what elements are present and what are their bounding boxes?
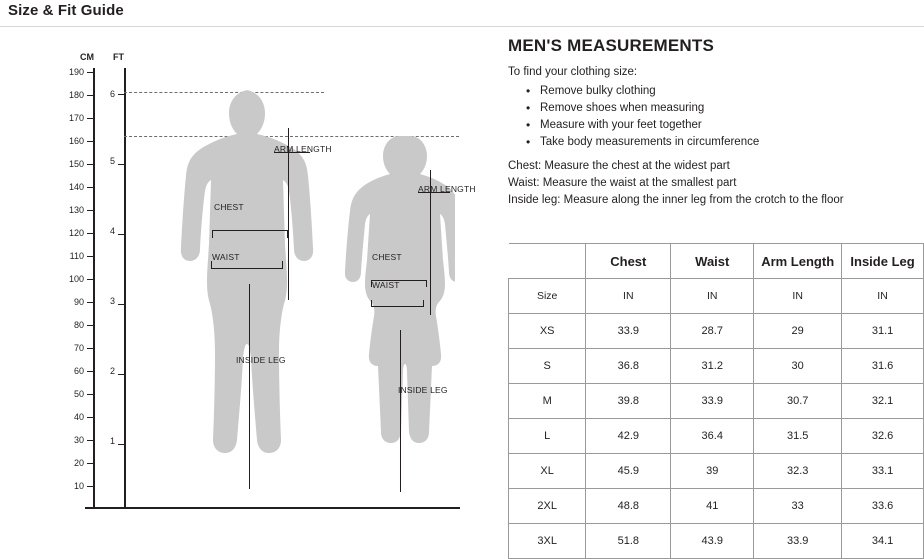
female-waist-tick-left xyxy=(371,300,372,307)
cell-inside: 32.6 xyxy=(842,419,924,454)
table-row xyxy=(509,384,924,419)
cm-tick xyxy=(87,394,94,395)
cm-axis xyxy=(93,68,95,508)
female-waist-tick-right xyxy=(423,300,424,307)
cell-arm: 33.9 xyxy=(754,524,842,559)
cell-inside: 33.1 xyxy=(842,454,924,489)
cell-size: XS xyxy=(509,314,586,349)
male-inside-leg-label: INSIDE LEG xyxy=(236,355,286,365)
ft-tick-label: 6 xyxy=(109,89,115,99)
list-item: • Measure with your feet together xyxy=(526,119,916,131)
cm-tick xyxy=(87,187,94,188)
waist-note: Waist: Measure the waist at the smallest part xyxy=(508,177,737,189)
cm-tick xyxy=(87,348,94,349)
cell-size: L xyxy=(509,419,586,454)
inside-leg-note: Inside leg: Measure along the inner leg from the crotch to the floor xyxy=(508,194,844,206)
cm-tick xyxy=(87,302,94,303)
ft-tick xyxy=(118,304,125,305)
measurements-intro: To find your clothing size: xyxy=(508,66,638,78)
page-title: Size & Fit Guide xyxy=(8,2,124,19)
cm-tick xyxy=(87,72,94,73)
cm-tick xyxy=(87,325,94,326)
cell-waist: 39 xyxy=(671,454,754,489)
table-row xyxy=(509,314,924,349)
cm-tick-label: 130 xyxy=(68,205,84,215)
cell-inside: 34.1 xyxy=(842,524,924,559)
cm-tick xyxy=(87,417,94,418)
cm-tick-label: 160 xyxy=(68,136,84,146)
column-header-chest: Chest xyxy=(586,244,671,279)
ft-tick xyxy=(118,94,125,95)
cell-arm: 30 xyxy=(754,349,842,384)
cell-chest: 45.9 xyxy=(586,454,671,489)
size-table xyxy=(508,243,924,559)
cell-inside: 31.1 xyxy=(842,314,924,349)
column-header-waist: Waist xyxy=(671,244,754,279)
ft-unit-label: FT xyxy=(113,52,124,62)
cell-waist: 36.4 xyxy=(671,419,754,454)
cm-tick xyxy=(87,210,94,211)
ft-tick-label: 5 xyxy=(109,156,115,166)
female-chest-tick-right xyxy=(426,280,427,287)
height-chart-diagram xyxy=(0,30,490,546)
cm-tick-label: 180 xyxy=(68,90,84,100)
cell-size: 3XL xyxy=(509,524,586,559)
ft-axis xyxy=(124,68,126,508)
cell-waist: 41 xyxy=(671,489,754,524)
cell-chest: 36.8 xyxy=(586,349,671,384)
table-row xyxy=(509,349,924,384)
cm-tick xyxy=(87,233,94,234)
cell-chest: 39.8 xyxy=(586,384,671,419)
male-chest-label: CHEST xyxy=(214,202,244,212)
cell-chest: 51.8 xyxy=(586,524,671,559)
cm-tick-label: 40 xyxy=(73,412,84,422)
cm-tick xyxy=(87,463,94,464)
male-waist-tick-right xyxy=(282,261,283,269)
unit-cell-arm: IN xyxy=(754,279,842,314)
chest-note: Chest: Measure the chest at the widest part xyxy=(508,160,730,172)
cell-inside: 31.6 xyxy=(842,349,924,384)
unit-cell-waist: IN xyxy=(671,279,754,314)
cell-arm: 29 xyxy=(754,314,842,349)
female-arm-length-label: ARM LENGTH xyxy=(418,184,476,194)
female-chest-label: CHEST xyxy=(372,252,402,262)
cell-chest: 42.9 xyxy=(586,419,671,454)
male-chest-tick-left xyxy=(212,230,213,238)
cm-tick xyxy=(87,95,94,96)
cm-tick-label: 100 xyxy=(68,274,84,284)
table-row xyxy=(509,454,924,489)
cm-tick-label: 110 xyxy=(69,251,84,261)
measurements-bullet-list xyxy=(508,85,916,148)
list-item: • Remove bulky clothing xyxy=(526,85,916,97)
list-item: • Take body measurements in circumference xyxy=(526,136,916,148)
unit-cell-inside: IN xyxy=(842,279,924,314)
cm-tick-label: 10 xyxy=(73,481,84,491)
male-inside-leg-line xyxy=(249,284,250,489)
ft-tick xyxy=(118,234,125,235)
unit-cell-chest: IN xyxy=(586,279,671,314)
ft-tick-label: 3 xyxy=(109,296,115,306)
cm-tick xyxy=(87,486,94,487)
table-row xyxy=(509,419,924,454)
cm-unit-label: CM xyxy=(80,52,94,62)
ft-tick xyxy=(118,164,125,165)
column-header-inside-leg: Inside Leg xyxy=(842,244,924,279)
male-waist-label: WAIST xyxy=(212,252,240,262)
cell-waist: 28.7 xyxy=(671,314,754,349)
cell-inside: 32.1 xyxy=(842,384,924,419)
cell-waist: 31.2 xyxy=(671,349,754,384)
cell-arm: 31.5 xyxy=(754,419,842,454)
measurements-panel xyxy=(508,36,916,211)
measurements-heading: MEN'S MEASUREMENTS xyxy=(508,36,714,55)
cm-tick xyxy=(87,279,94,280)
cm-tick-label: 170 xyxy=(68,113,84,123)
cm-tick xyxy=(87,440,94,441)
cm-tick-label: 140 xyxy=(68,182,84,192)
cm-tick xyxy=(87,141,94,142)
table-corner-cell xyxy=(509,244,586,279)
cm-tick xyxy=(87,371,94,372)
size-label-cell: Size xyxy=(509,279,586,314)
male-arm-length-label: ARM LENGTH xyxy=(274,144,332,154)
cell-chest: 33.9 xyxy=(586,314,671,349)
cm-tick-label: 20 xyxy=(73,458,84,468)
cm-tick xyxy=(87,118,94,119)
cm-tick xyxy=(87,256,94,257)
male-chest-line xyxy=(212,230,288,231)
ft-tick xyxy=(118,374,125,375)
cell-size: M xyxy=(509,384,586,419)
ft-tick-label: 2 xyxy=(109,366,115,376)
cell-inside: 33.6 xyxy=(842,489,924,524)
cell-waist: 33.9 xyxy=(671,384,754,419)
cm-tick-label: 150 xyxy=(68,159,84,169)
cell-chest: 48.8 xyxy=(586,489,671,524)
ft-tick-label: 1 xyxy=(109,436,115,446)
cm-tick-label: 190 xyxy=(68,67,84,77)
cm-tick-label: 50 xyxy=(73,389,84,399)
male-waist-line xyxy=(211,268,283,269)
cm-tick-label: 120 xyxy=(68,228,84,238)
cm-tick-label: 90 xyxy=(73,297,84,307)
cell-arm: 30.7 xyxy=(754,384,842,419)
cm-tick-label: 30 xyxy=(73,435,84,445)
table-unit-row xyxy=(509,279,924,314)
male-waist-tick-left xyxy=(211,261,212,269)
female-waist-line xyxy=(371,306,424,307)
cell-arm: 32.3 xyxy=(754,454,842,489)
table-header-row xyxy=(509,244,924,279)
table-row xyxy=(509,524,924,559)
female-inside-leg-label: INSIDE LEG xyxy=(398,385,448,395)
table-row xyxy=(509,489,924,524)
cell-waist: 43.9 xyxy=(671,524,754,559)
title-divider xyxy=(0,26,924,27)
cm-tick xyxy=(87,164,94,165)
cell-size: 2XL xyxy=(509,489,586,524)
cell-arm: 33 xyxy=(754,489,842,524)
female-waist-label: WAIST xyxy=(372,280,400,290)
cell-size: S xyxy=(509,349,586,384)
ft-tick xyxy=(118,444,125,445)
female-inside-leg-line xyxy=(400,330,401,492)
column-header-arm-length: Arm Length xyxy=(754,244,842,279)
cm-tick-label: 80 xyxy=(73,320,84,330)
ft-tick-label: 4 xyxy=(109,226,115,236)
cell-size: XL xyxy=(509,454,586,489)
cm-tick-label: 70 xyxy=(73,343,84,353)
cm-tick-label: 60 xyxy=(73,366,84,376)
list-item: • Remove shoes when measuring xyxy=(526,102,916,114)
